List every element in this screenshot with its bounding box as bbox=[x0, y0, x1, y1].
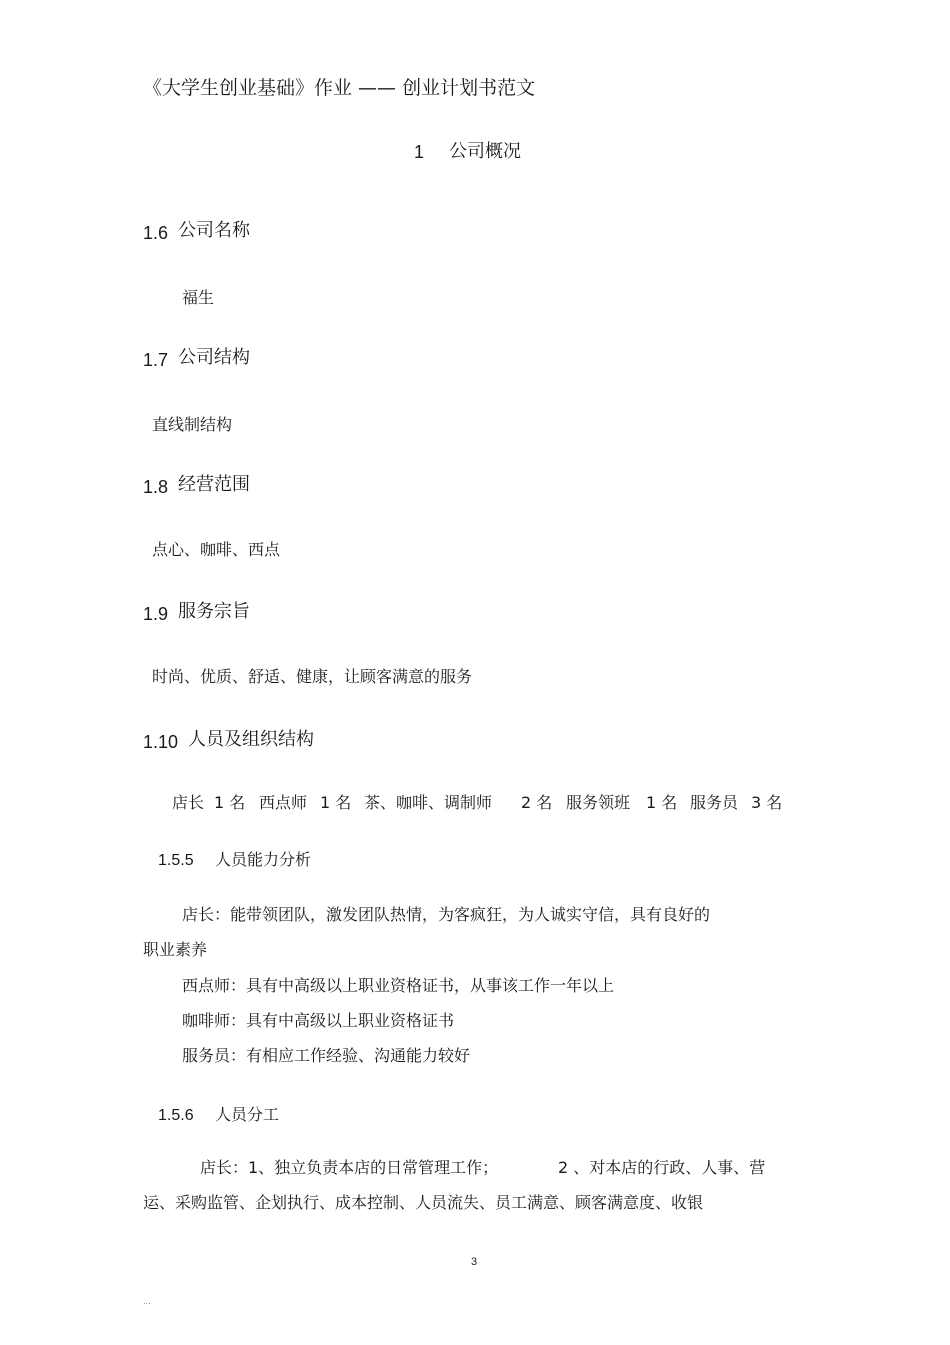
role-pastry-chef-count: 1 名 bbox=[320, 793, 352, 812]
chapter-title: 公司概况 bbox=[449, 141, 521, 162]
role-manager: 店长 bbox=[172, 793, 205, 812]
section-number: 1.7 bbox=[143, 350, 169, 370]
section-title: 公司结构 bbox=[178, 347, 250, 368]
page-number: 3 bbox=[471, 1256, 478, 1268]
division-line1-part1: 店长：1、独立负责本店的日常管理工作； bbox=[200, 1158, 499, 1177]
division-line1-part2: 2 、对本店的行政、人事、营 bbox=[558, 1158, 766, 1177]
role-waiter-count: 3 名 bbox=[751, 793, 783, 812]
subsection-number: 1.5.5 bbox=[158, 852, 194, 869]
section-title: 人员及组织结构 bbox=[188, 729, 314, 750]
subsection-title: 人员分工 bbox=[215, 1105, 280, 1124]
document-title: 《大学生创业基础》作业 —— 创业计划书范文 bbox=[143, 77, 536, 99]
chapter-number: 1 bbox=[414, 142, 425, 162]
subsection-number: 1.5.6 bbox=[158, 1107, 194, 1124]
section-body: 福生 bbox=[182, 288, 215, 307]
section-body: 时尚、优质、舒适、健康，让顾客满意的服务 bbox=[152, 667, 473, 686]
ability-barista: 咖啡师：具有中高级以上职业资格证书 bbox=[182, 1011, 455, 1030]
role-waiter: 服务员 bbox=[690, 793, 739, 812]
section-number: 1.9 bbox=[143, 604, 169, 624]
role-service-lead: 服务领班 bbox=[566, 793, 631, 812]
section-number: 1.10 bbox=[143, 732, 179, 752]
section-title: 经营范围 bbox=[178, 474, 250, 495]
section-body: 直线制结构 bbox=[152, 415, 233, 434]
ability-manager-line2: 职业素养 bbox=[143, 940, 208, 959]
division-line2: 运、采购监管、企划执行、成本控制、人员流失、员工满意、顾客满意度、收银 bbox=[143, 1193, 704, 1212]
section-body: 点心、咖啡、西点 bbox=[152, 540, 281, 559]
subsection-title: 人员能力分析 bbox=[215, 850, 312, 869]
section-number: 1.6 bbox=[143, 223, 169, 243]
role-barista: 茶、咖啡、调制师 bbox=[364, 793, 493, 812]
ability-manager-line1: 店长：能带领团队，激发团队热情，为客疯狂，为人诚实守信，具有良好的 bbox=[182, 905, 711, 924]
role-service-lead-count: 1 名 bbox=[646, 793, 678, 812]
section-title: 公司名称 bbox=[178, 220, 250, 241]
footer-mark: ... bbox=[143, 1297, 151, 1306]
ability-waiter: 服务员：有相应工作经验、沟通能力较好 bbox=[182, 1046, 471, 1065]
role-manager-count: 1 名 bbox=[214, 793, 246, 812]
section-number: 1.8 bbox=[143, 477, 169, 497]
section-title: 服务宗旨 bbox=[178, 601, 250, 622]
role-pastry-chef: 西点师 bbox=[259, 793, 308, 812]
ability-pastry-chef: 西点师：具有中高级以上职业资格证书，从事该工作一年以上 bbox=[182, 976, 615, 995]
role-barista-count: 2 名 bbox=[521, 793, 553, 812]
